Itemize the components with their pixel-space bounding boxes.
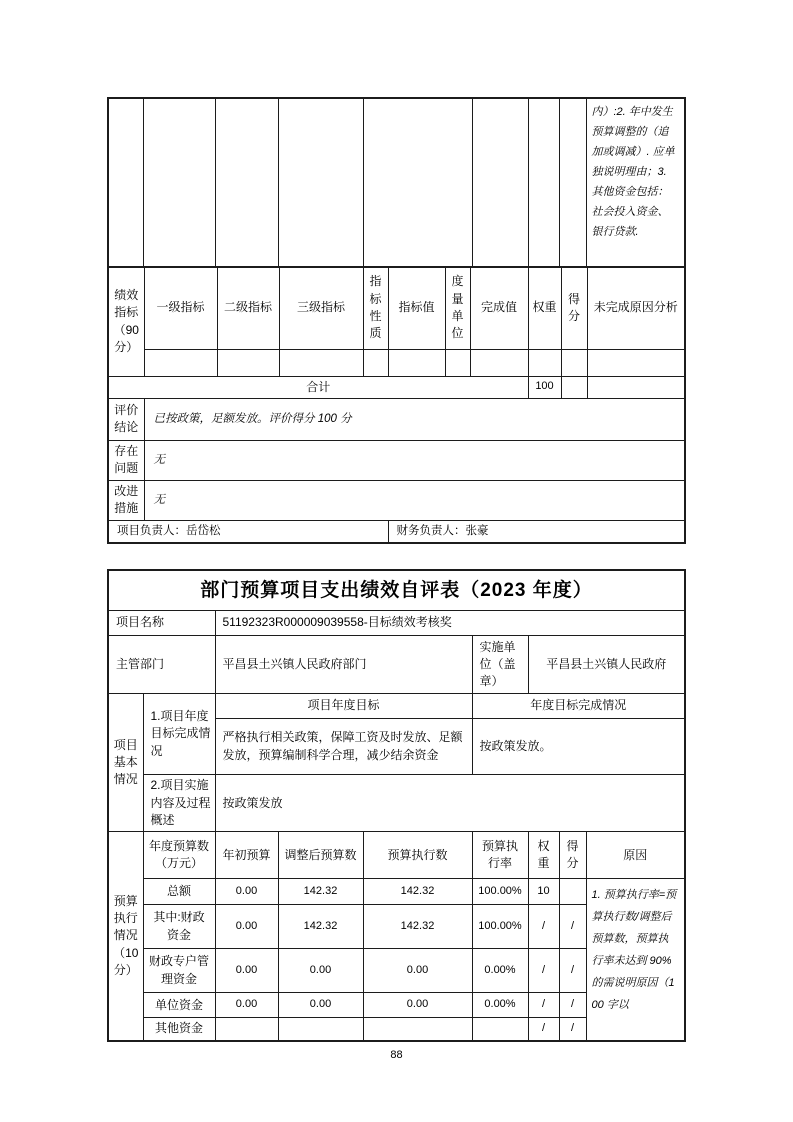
empty-cell (363, 98, 472, 266)
department-value: 平昌县土兴镇人民政府部门 (215, 636, 472, 694)
annual-goal-header: 项目年度目标 (215, 694, 472, 719)
project-manager-signature: 项目负责人：岳岱松 (108, 520, 388, 542)
budget-cell-score: / (559, 905, 586, 949)
annual-goal-label: 1.项目年度目标完成情况 (143, 694, 215, 775)
budget-cell-rate (472, 1018, 528, 1041)
budget-cell-rate: 0.00% (472, 993, 528, 1018)
self-evaluation-table (107, 569, 686, 1042)
implementing-unit-label: 实施单位（盖章） (472, 636, 528, 694)
indicator-section-label: 绩效指标（90 分） (108, 267, 144, 376)
conclusion-label: 评价结论 (108, 398, 144, 440)
budget-cell-weight: 10 (528, 879, 559, 905)
empty-cell (445, 349, 470, 376)
budget-cell-executed: 142.32 (363, 905, 472, 949)
carryover-note-cell: 内）:2. 年中发生预算调整的（追加或调减）. 应单独说明理由；3. 其他资金包括：社会投入资金、银行贷款. (586, 98, 685, 266)
budget-cell-adjusted: 0.00 (278, 993, 363, 1018)
empty-cell (144, 349, 217, 376)
indicator-header-value: 指标值 (388, 267, 445, 349)
empty-cell (587, 349, 685, 376)
budget-cell-executed: 0.00 (363, 993, 472, 1018)
empty-cell (561, 349, 587, 376)
empty-cell (561, 376, 587, 398)
budget-header-adjusted: 调整后预算数 (278, 832, 363, 879)
table-title: 部门预算项目支出绩效自评表（2023 年度） (108, 570, 685, 611)
budget-header-initial: 年初预算 (215, 832, 278, 879)
budget-header-executed: 预算执行数 (363, 832, 472, 879)
budget-cell-adjusted: 142.32 (278, 879, 363, 905)
budget-cell-weight: / (528, 949, 559, 993)
budget-header-score: 得分 (559, 832, 586, 879)
budget-row-label: 总额 (143, 879, 215, 905)
budget-cell-score (559, 879, 586, 905)
implementing-unit-value: 平昌县土兴镇人民政府 (528, 636, 685, 694)
budget-header-reason: 原因 (586, 832, 685, 879)
budget-cell-weight: / (528, 1018, 559, 1041)
problems-label: 存在问题 (108, 440, 144, 480)
budget-cell-adjusted: 142.32 (278, 905, 363, 949)
carryover-table (107, 97, 686, 267)
budget-cell-initial: 0.00 (215, 879, 278, 905)
budget-cell-weight: / (528, 993, 559, 1018)
implementation-label: 2.项目实施内容及过程概述 (143, 775, 215, 832)
budget-cell-executed (363, 1018, 472, 1041)
empty-cell (388, 349, 445, 376)
basic-info-section-label: 项目基本情况 (108, 694, 143, 832)
budget-row-total (108, 879, 685, 905)
project-name-value: 51192323R000009039558-目标绩效考核奖 (215, 611, 685, 636)
indicator-header-unit: 度量单位 (445, 267, 470, 349)
annual-goal-text: 严格执行相关政策，保障工资及时发放、足额发放，预算编制科学合理，减少结余资金 (215, 719, 472, 775)
empty-cell (279, 349, 363, 376)
empty-cell (363, 349, 388, 376)
budget-header-weight: 权重 (528, 832, 559, 879)
empty-cell (278, 98, 363, 266)
budget-cell-adjusted: 0.00 (278, 949, 363, 993)
department-label: 主管部门 (108, 636, 215, 694)
empty-cell (215, 98, 278, 266)
empty-cell (472, 98, 528, 266)
empty-cell (217, 349, 279, 376)
reason-note-cell: 1. 预算执行率=预算执行数/调整后预算数，预算执行率未达到 90%的需说明原因（100 字以 (586, 879, 685, 1041)
indicator-header-reason: 未完成原因分析 (587, 267, 685, 349)
indicator-header-nature: 指标性质 (363, 267, 388, 349)
indicator-header-score: 得分 (561, 267, 587, 349)
goal-completion-header: 年度目标完成情况 (472, 694, 685, 719)
finance-manager-signature: 财务负责人：张豪 (388, 520, 685, 542)
goal-completion-text: 按政策发放。 (472, 719, 685, 775)
project-name-label: 项目名称 (108, 611, 215, 636)
budget-cell-rate: 100.00% (472, 879, 528, 905)
budget-cell-executed: 0.00 (363, 949, 472, 993)
budget-row-label: 单位资金 (143, 993, 215, 1018)
empty-cell (528, 98, 559, 266)
budget-cell-weight: / (528, 905, 559, 949)
empty-cell (587, 376, 685, 398)
indicator-table (107, 267, 686, 544)
budget-row-label: 财政专户管理资金 (143, 949, 215, 993)
conclusion-value: 已按政策，足额发放。评价得分 100 分 (144, 398, 685, 440)
empty-cell (470, 349, 528, 376)
budget-cell-initial: 0.00 (215, 949, 278, 993)
budget-cell-executed: 142.32 (363, 879, 472, 905)
budget-cell-initial: 0.00 (215, 993, 278, 1018)
empty-cell (559, 98, 586, 266)
budget-cell-rate: 0.00% (472, 949, 528, 993)
budget-row-label: 其中:财政资金 (143, 905, 215, 949)
improvements-value: 无 (144, 480, 685, 520)
indicator-header-level3: 三级指标 (279, 267, 363, 349)
problems-value: 无 (144, 440, 685, 480)
empty-cell (108, 98, 143, 266)
indicator-header-completion: 完成值 (470, 267, 528, 349)
improvements-label: 改进措施 (108, 480, 144, 520)
budget-cell-initial: 0.00 (215, 905, 278, 949)
implementation-text: 按政策发放 (215, 775, 685, 832)
budget-cell-initial (215, 1018, 278, 1041)
page-number: 88 (390, 1048, 403, 1061)
empty-cell (528, 349, 561, 376)
budget-header-rate: 预算执行率 (472, 832, 528, 879)
budget-cell-adjusted (278, 1018, 363, 1041)
empty-cell (143, 98, 215, 266)
total-weight-value: 100 (528, 376, 561, 398)
budget-cell-rate: 100.00% (472, 905, 528, 949)
budget-header-annual: 年度预算数（万元） (143, 832, 215, 879)
budget-cell-score: / (559, 993, 586, 1018)
budget-cell-score: / (559, 949, 586, 993)
budget-row-label: 其他资金 (143, 1018, 215, 1041)
total-row-label: 合计 (108, 376, 528, 398)
indicator-header-weight: 权重 (528, 267, 561, 349)
indicator-header-level1: 一级指标 (144, 267, 217, 349)
indicator-header-level2: 二级指标 (217, 267, 279, 349)
budget-execution-section-label: 预算执行情况（10 分） (108, 832, 143, 1041)
budget-cell-score: / (559, 1018, 586, 1041)
